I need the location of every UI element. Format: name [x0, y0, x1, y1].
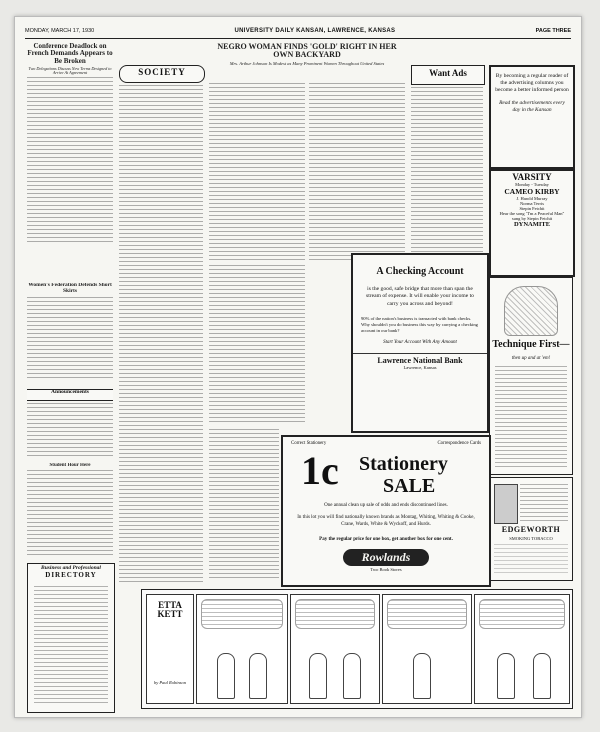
- page-number: PAGE THREE: [535, 28, 571, 34]
- rowlands-sub: Two Book Stores: [370, 567, 402, 572]
- technique-ad: [489, 277, 573, 475]
- masthead: [25, 25, 571, 37]
- bank-headline: A Checking Account: [376, 266, 464, 277]
- stationery-left-label: Correct Stationery: [291, 441, 327, 446]
- edgeworth-sub: SMOKING TOBACCO: [509, 536, 553, 541]
- bank-cta: Start Your Account With Any Amount: [383, 340, 457, 345]
- varsity-song: Hear the song "I'm a Peaceful Man": [499, 211, 565, 217]
- announcements-text: [27, 403, 113, 459]
- comic-panel-1: [196, 594, 288, 704]
- bank-city: Lawrence, Kansas: [403, 365, 437, 371]
- issue-date: MONDAY, MARCH 17, 1930: [25, 28, 95, 34]
- bank-note: 90% of the nation's business is transacted with bank checks. Why shouldn't you do business this way by carrying a checking account in our bank?: [361, 316, 478, 333]
- character-figure: [413, 653, 431, 699]
- varsity-title: VARSITY: [512, 172, 552, 182]
- stationery-body: One annual clean up sale of odds and ends discontinued lines.: [324, 503, 448, 508]
- edgeworth-name: EDGEWORTH: [501, 525, 561, 534]
- promo-text-2: Read the advertisements every day in the Kansan: [499, 100, 565, 113]
- lawrence-national-bank-ad: [351, 253, 489, 433]
- want-ads-heading: Want Ads: [429, 68, 467, 78]
- directory-listings: [34, 586, 108, 706]
- society-heading: SOCIETY: [138, 67, 186, 77]
- stationery-sale-ad: [281, 435, 491, 587]
- character-figure: [533, 653, 551, 699]
- negro-article-col-1: [209, 83, 305, 261]
- want-ads-listings: [411, 87, 483, 255]
- varsity-dates: Monday - Tuesday: [515, 182, 549, 188]
- student-hour-headline: Student Hour Here: [49, 463, 91, 468]
- negro-article-col-2: [309, 83, 405, 261]
- student-hour-article: [27, 463, 113, 559]
- conference-headline: Conference Deadlock on French Demands Appears to Be Broken: [27, 43, 113, 65]
- business-directory-heading: Business and Professional: [41, 565, 101, 571]
- stationery-cta: Pay the regular price for one box, get another box for one cent.: [319, 537, 453, 542]
- bank-name: Lawrence National Bank: [353, 353, 487, 365]
- technique-tagline: then up and at 'em!: [511, 356, 551, 361]
- stationery-right-label: Correspondence Cards: [437, 441, 481, 446]
- stationery-brands: In this lot you will find nationally known brands as Montag, Whiting, Whiting & Cooke, Crane, Wards, White & Wyckoff, and Hurds.: [297, 515, 475, 527]
- comic-panel-3: [382, 594, 472, 704]
- character-figure: [497, 653, 515, 699]
- varsity-theater-ad: [489, 169, 575, 277]
- conference-subhead: Two Delegations Discuss New Terms Designed to Arrive At Agreement: [28, 66, 112, 76]
- varsity-next-feature: DYNAMITE: [513, 221, 551, 229]
- newspaper-page: [14, 16, 582, 718]
- edgeworth-coupon: [494, 544, 568, 576]
- speech-bubble: [479, 599, 565, 629]
- advertising-promo-box: [489, 65, 575, 169]
- directory-heading: DIRECTORY: [45, 570, 97, 579]
- society-banner: [119, 65, 205, 83]
- column-1: [27, 43, 113, 281]
- edgeworth-tobacco-ad: [489, 477, 573, 581]
- character-figure: [309, 653, 327, 699]
- character-figure: [343, 653, 361, 699]
- character-figure: [249, 653, 267, 699]
- stationery-word-2: SALE: [383, 475, 436, 497]
- speech-bubble: [387, 599, 467, 629]
- comic-title: ETTA KETT: [157, 600, 183, 620]
- comic-author: by Paul Robinson: [154, 679, 186, 685]
- comic-title-panel: [146, 594, 194, 704]
- stationery-price: 1c: [301, 448, 339, 493]
- negro-subhead: Mrs. Arthur Johnson Is Modest as Many Prominent Women Throughout United States: [229, 60, 385, 66]
- newspaper-title: UNIVERSITY DAILY KANSAN, LAWRENCE, KANSAS: [234, 28, 396, 34]
- column-3-bottom-text: [209, 429, 279, 579]
- bank-body: is the good, safe bridge that more than span the stream of expense. It will enable your income to carry you across and beyond!: [366, 285, 474, 307]
- womens-fed-text: [27, 297, 113, 379]
- announcements-bar: [27, 389, 113, 401]
- varsity-star-2: Norma Terris: [520, 201, 544, 207]
- varsity-star-1: J. Harold Murray: [516, 196, 548, 202]
- society-column-text: [119, 85, 203, 585]
- varsity-feature: CAMEO KIRBY: [504, 187, 560, 197]
- comic-panel-2: [290, 594, 380, 704]
- stationery-word-1: Stationery: [359, 453, 448, 475]
- speech-bubble: [201, 599, 283, 629]
- business-directory-box: [27, 563, 115, 713]
- comic-panel-4: [474, 594, 570, 704]
- conference-article-text: [27, 77, 113, 245]
- technique-title: Technique First—: [492, 339, 570, 350]
- technique-body-text: [495, 366, 567, 470]
- masthead-rule: [25, 38, 571, 39]
- rowlands-logo: Rowlands: [343, 549, 429, 566]
- column-3-lower-text: [209, 265, 305, 425]
- varsity-star-3: Stepin Fetchit: [519, 206, 545, 212]
- speech-bubble: [295, 599, 375, 629]
- womens-fed-headline: Women's Federation Defends Short Skirts: [28, 283, 112, 294]
- want-ads-banner: [411, 65, 485, 85]
- tobacco-tin-illustration: [494, 484, 518, 524]
- negro-headline: NEGRO WOMAN FINDS 'GOLD' RIGHT IN HER OWN BACKYARD: [217, 43, 397, 60]
- promo-text-1: By becoming a regular reader of the advertising columns you become a better informed person: [495, 73, 569, 93]
- character-figure: [217, 653, 235, 699]
- womens-fed-article: [27, 283, 113, 383]
- varsity-singer: sung by Stepin Fetchit: [511, 216, 553, 222]
- negro-article-head: [209, 43, 405, 79]
- announcements-heading: Announcements: [51, 389, 89, 395]
- edgeworth-copy: [520, 484, 568, 522]
- etta-kett-comic-strip: [141, 589, 573, 709]
- boy-with-dog-illustration: [504, 286, 558, 336]
